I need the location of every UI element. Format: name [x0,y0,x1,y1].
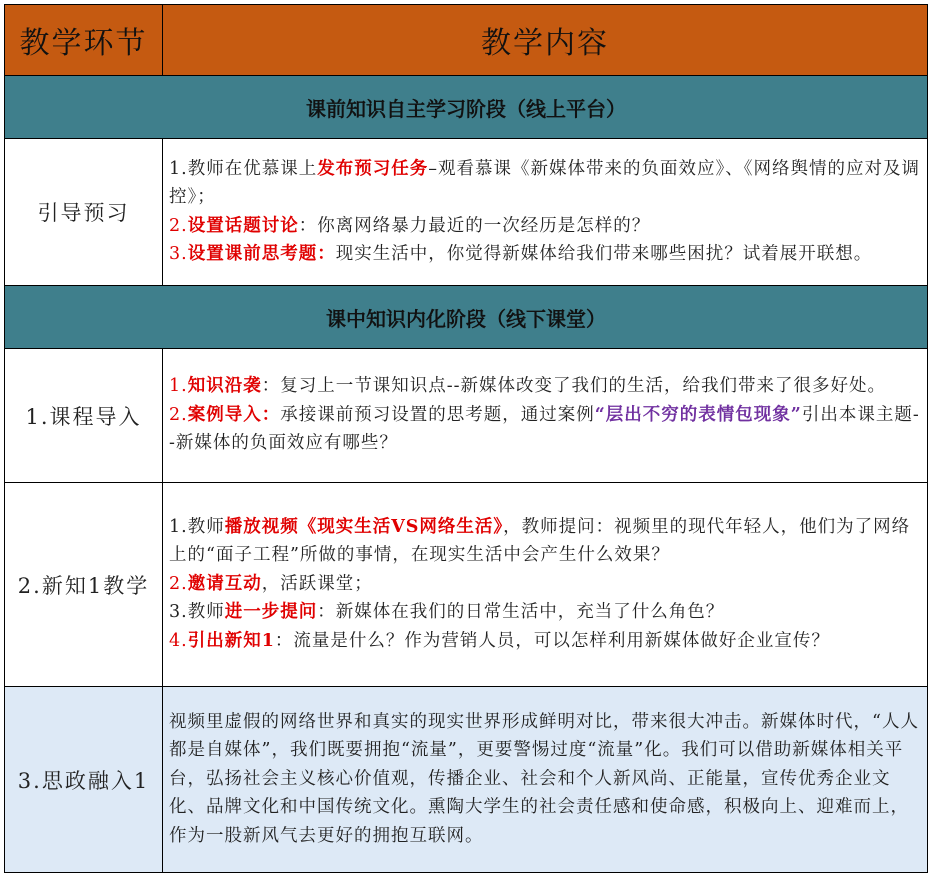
row-label-knowledge1: 2.新知1教学 [5,483,163,687]
table-header-row [5,5,928,76]
text-span: ，教师提问：视频里的现代年轻人，他们为了网络上的“面子工程”所做的事情，在现实生活中会产生什么效果？ [169,516,911,566]
row-label-intro: 1.课程导入 [5,349,163,483]
text-span: ，活跃课堂； [261,573,373,594]
text-span: –观看慕课《新媒体带来的负面效应》、《网络舆情的应对及调控》； [169,158,920,207]
row-label-preview: 引导预习 [5,139,163,286]
text-span: ：流量是什么？作为营销人员，可以怎样利用新媒体做好企业宣传？ [274,630,830,651]
content-line [169,627,921,656]
lesson-plan-table [4,4,928,873]
row-content-preview [163,139,928,286]
content-line [169,598,921,627]
row-content-knowledge1 [163,483,928,687]
table-row [5,687,928,873]
highlight-text: 邀请互动 [187,573,262,594]
item-number: 2. [169,215,188,236]
text-span: 现实生活中，你觉得新媒体给我们带来哪些困扰？试着展开联想。 [335,244,873,264]
stage-title-preclass: 课前知识自主学习阶段（线上平台） [5,76,928,139]
header-col-stage: 教学环节 [5,5,163,76]
text-span: 1.教师在优慕课上 [169,158,318,179]
text-span: ：新媒体在我们的日常生活中，充当了什么角色？ [317,602,725,623]
item-number: 4. [169,630,188,651]
item-number: 2. [169,404,188,425]
table-row [5,139,928,286]
row-content-ideology1 [163,687,928,873]
highlight-text: 知识沿袭 [187,376,262,397]
highlight-text: 发布预习任务 [317,158,429,179]
text-span: ：你离网络暴力最近的一次经历是怎样的？ [298,215,651,236]
text-span: ：复习上一节课知识点--新媒体改变了我们的生活，给我们带来了很多好处。 [261,376,887,397]
text-span: 1.教师 [169,516,225,537]
stage-row-inclass [5,286,928,349]
row-content-intro [163,349,928,483]
content-line [169,212,921,241]
item-number: 1. [169,376,188,397]
content-line [169,240,921,269]
row-label-ideology1: 3.思政融入1 [5,687,163,873]
table-row [5,483,928,687]
content-paragraph: 视频里虚假的网络世界和真实的现实世界形成鲜明对比，带来很大冲击。新媒体时代，“人人都是自媒体”，我们既要拥抱“流量”，更要警惕过度“流量”化。我们可以借助新媒体相关平台，弘扬社会主义核心价值观，传播企业、社会和个人新风尚、正能量，宣传优秀企业文化、品牌文化和中国传统文化。熏陶大学生的社会责任感和使命感，积极向上、迎难而上，作为一股新风气去更好的拥抱互联网。 [169,711,919,846]
highlight-text: 设置话题讨论 [187,215,299,236]
content-line [169,513,921,570]
table-row [5,349,928,483]
header-col-content: 教学内容 [163,5,928,76]
highlight-purple-text: “层出不穷的表情包现象” [594,404,802,425]
highlight-text: 进一步提问 [224,602,318,623]
text-span: 3.教师 [169,602,225,623]
item-number: 3. [169,244,188,264]
text-span: 承接课前预习设置的思考题，通过案例 [280,404,595,425]
highlight-text: 设置课前思考题： [187,244,336,264]
stage-title-inclass: 课中知识内化阶段（线下课堂） [5,286,928,349]
content-line [169,155,921,212]
content-line [169,570,921,599]
stage-row-preclass [5,76,928,139]
highlight-text: 案例导入： [187,404,281,425]
text-span: 引出本课主题--新媒体的负面效应有哪些？ [169,404,920,454]
highlight-text: 引出新知1 [187,630,275,651]
highlight-text: 播放视频《现实生活VS网络生活》 [224,516,504,537]
item-number: 2. [169,573,188,594]
content-line [169,372,921,401]
content-line [169,401,921,458]
